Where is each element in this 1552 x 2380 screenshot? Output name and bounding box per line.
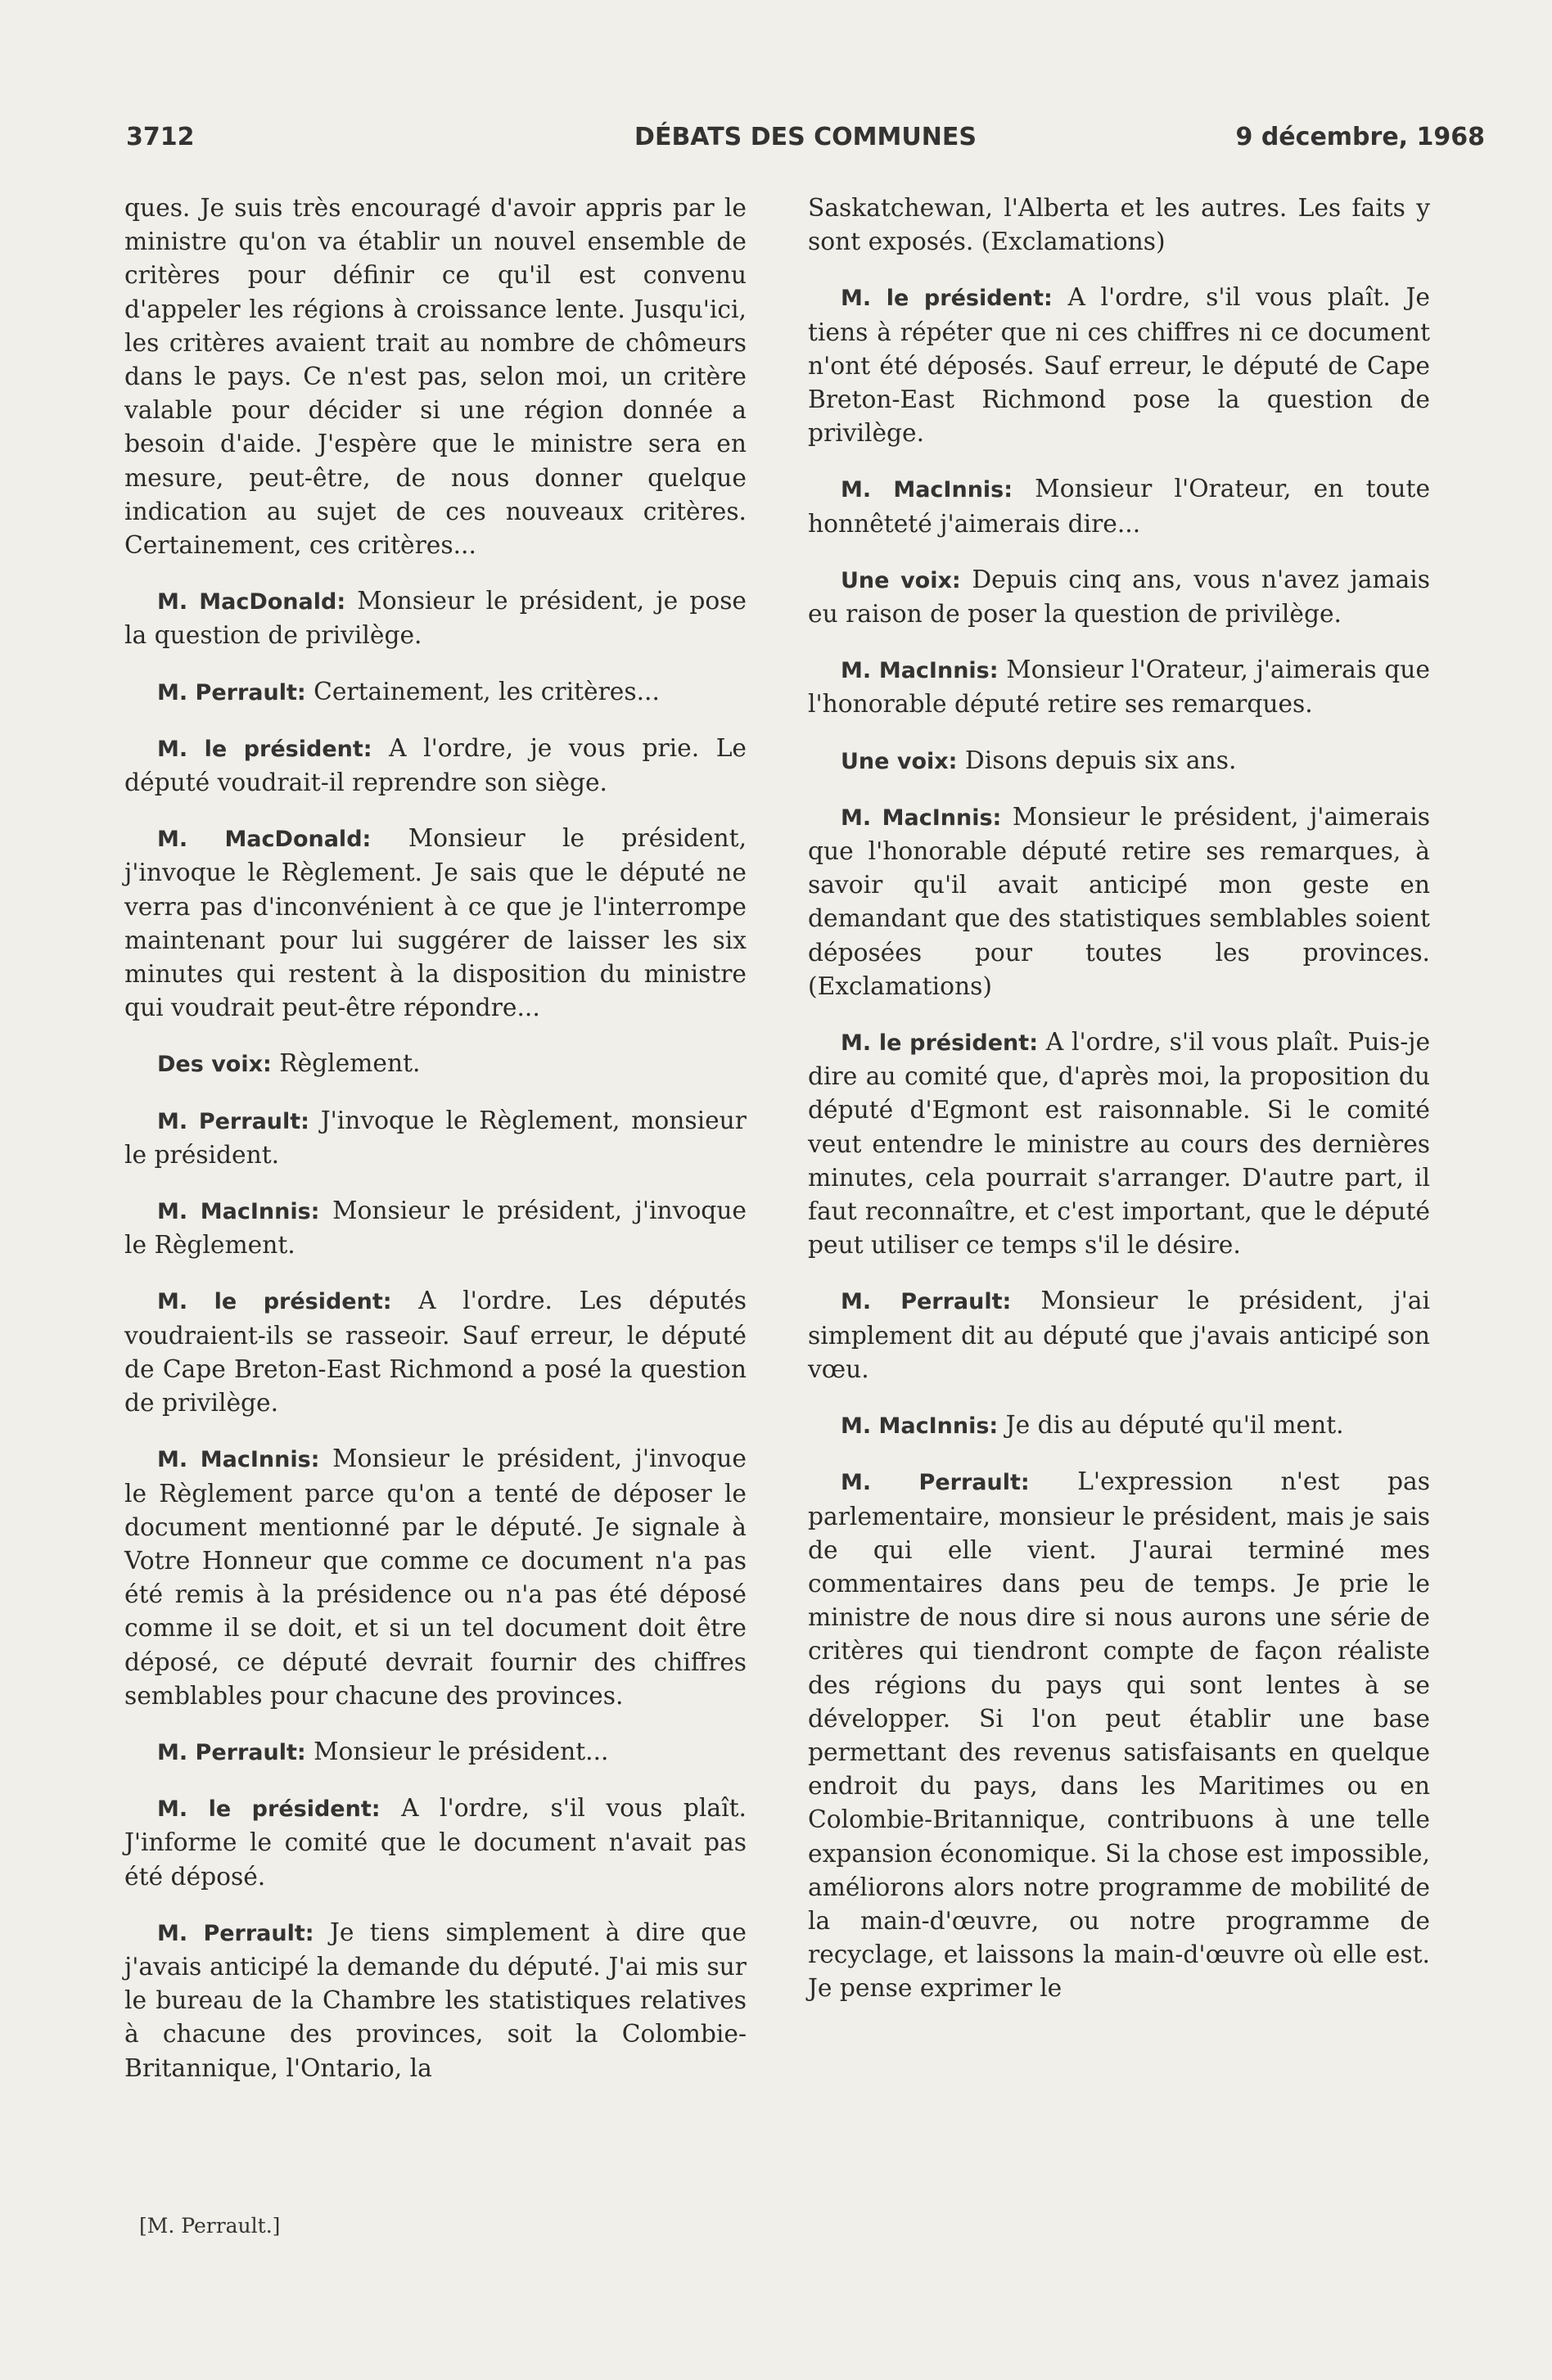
footer-speaker-note: [M. Perrault.] — [139, 2214, 281, 2238]
speech-text: A l'ordre, s'il vous plaît. Puis-je dire au comité que, d'après moi, la proposition du député d'Egmont est raisonnable. Si le comité veut entendre le ministre au cours des dernières minutes, cela pourrait s'arranger. D'autre part, il faut reconnaître, et c'est important, que le député peut utiliser ce temps s'il le désire. — [808, 1028, 1431, 1260]
debate-paragraph — [808, 800, 1430, 1003]
speaker-name: M. MacDonald: — [157, 589, 346, 615]
page-number: 3712 — [126, 123, 195, 151]
speech-text: Monsieur le président, j'invoque le Règlement. Je sais que le député ne verra pas d'inconvénient à ce que je l'interrompe maintenant pour lui suggérer de laisser les six minutes qui restent à la disposition du ministre qui voudrait peut-être répondre... — [124, 824, 747, 1023]
speaker-name: M. MacInnis: — [841, 1413, 999, 1440]
debate-paragraph — [124, 1047, 747, 1081]
speech-text: L'expression n'est pas parlementaire, monsieur le président, mais je sais de qui elle vient. J'aurai terminé mes commentaires dans peu de temps. Je prie le ministre de nous dire si nous aurons une série de critères qui tiendront compte de façon réaliste des régions du pays qui sont lentes à se développer. Si l'on peut établir une base permettant des revenus satisfaisants en quelque endroit du pays, dans les Maritimes ou en Colombie-Britannique, contribuons à une telle expansion économique. Si la chose est impossible, améliorons alors notre programme de mobilité de la main-d'œuvre, ou notre programme de recyclage, et laissons la main-d'œuvre où elle est. Je pense exprimer le — [808, 1467, 1430, 2004]
speech-text: Je tiens simplement à dire que j'avais anticipé la demande du député. J'ai mis sur le bureau de la Chambre les statistiques relatives à chacune des provinces, soit la Colombie-Britannique, l'Ontario, la — [124, 1918, 747, 2083]
speech-text: Monsieur le président... — [314, 1737, 609, 1766]
speech-text: Je dis au député qu'il ment. — [1005, 1411, 1344, 1440]
speech-text: Monsieur l'Orateur, j'aimerais que l'honorable député retire ses remarques. — [808, 656, 1431, 719]
speaker-name: M. Perrault: — [157, 1108, 309, 1134]
debate-paragraph — [808, 1025, 1430, 1262]
speaker-name: Une voix: — [841, 748, 958, 774]
speaker-name: M. le président: — [841, 1030, 1038, 1057]
debate-paragraph — [808, 472, 1430, 540]
speaker-name: Une voix: — [841, 567, 961, 593]
debate-paragraph — [124, 732, 747, 800]
speech-text: Monsieur le président, je pose la question de privilège. — [124, 587, 747, 651]
debate-paragraph — [124, 1792, 747, 1894]
debate-paragraph — [808, 1465, 1430, 2005]
speech-text: A l'ordre, s'il vous plaît. Je tiens à répéter que ni ces chiffres ni ce document n'ont été déposés. Sauf erreur, le député de Cape Breton-East Richmond pose la question de privilège. — [808, 283, 1430, 449]
speech-text: Saskatchewan, l'Alberta et les autres. Les faits y sont exposés. (Exclamations) — [808, 194, 1430, 257]
speaker-name: M. Perrault: — [841, 1289, 1012, 1315]
speaker-name: M. le président: — [157, 736, 372, 762]
speaker-name: M. Perrault: — [841, 1470, 1030, 1496]
speaker-name: M. MacInnis: — [841, 805, 1002, 831]
speech-text: Disons depuis six ans. — [964, 746, 1237, 775]
debate-paragraph — [124, 1735, 747, 1769]
page-header — [126, 123, 1485, 164]
page-date: 9 décembre, 1968 — [1235, 123, 1485, 151]
debate-paragraph — [124, 584, 747, 652]
speaker-name: M. Perrault: — [157, 1739, 306, 1765]
speech-text: Monsieur le président, j'ai simplement dit au député que j'avais anticipé son vœu. — [808, 1287, 1430, 1384]
debate-paragraph — [808, 281, 1430, 450]
speaker-name: M. MacDonald: — [157, 827, 372, 853]
speaker-name: M. le président: — [157, 1289, 392, 1315]
speech-text: Monsieur le président, j'invoque le Règlement. — [124, 1197, 747, 1260]
debate-paragraph — [808, 1284, 1430, 1386]
speech-text: A l'ordre, s'il vous plaît. J'informe le comité que le document n'avait pas été déposé. — [124, 1794, 747, 1891]
speaker-name: Des voix: — [157, 1052, 272, 1078]
speaker-name: M. MacInnis: — [841, 658, 999, 684]
debate-paragraph — [124, 1442, 747, 1713]
speaker-name: M. Perrault: — [157, 1920, 314, 1946]
speech-text: Certainement, les critères... — [314, 677, 660, 706]
speaker-name: M. le président: — [157, 1796, 381, 1823]
debate-paragraph — [124, 192, 747, 562]
right-column — [808, 192, 1430, 2028]
speaker-name: M. MacInnis: — [157, 1199, 320, 1225]
debate-paragraph — [124, 822, 747, 1025]
speech-text: ques. Je suis très encouragé d'avoir appris par le ministre qu'on va établir un nouvel ensemble de critères pour définir ce qu'il est convenu d'appeler les régions à croissance lente. Jusqu'ici, les critères avaient trait au nombre de chômeurs dans le pays. Ce n'est pas, selon moi, un critère valable pour décider si une région donnée a besoin d'aide. J'espère que le ministre sera en mesure, peut-être, de nous donner quelque indication au sujet de ces nouveaux critères. Certainement, ces critères... — [124, 194, 747, 561]
speech-text: Depuis cinq ans, vous n'avez jamais eu raison de poser la question de privilège. — [808, 565, 1430, 629]
speech-text: Règlement. — [279, 1049, 421, 1079]
debate-paragraph — [808, 1409, 1430, 1443]
left-column — [124, 192, 747, 2107]
speaker-name: M. Perrault: — [157, 679, 306, 705]
speech-text: A l'ordre, je vous prie. Le député voudrait-il reprendre son siège. — [124, 733, 747, 798]
publication-title: DÉBATS DES COMMUNES — [634, 123, 977, 151]
speaker-name: M. MacInnis: — [841, 477, 1013, 503]
debate-paragraph — [124, 1916, 747, 2085]
debate-paragraph — [124, 1194, 747, 1262]
speech-text: J'invoque le Règlement, monsieur le président. — [124, 1106, 747, 1170]
debate-paragraph — [124, 675, 747, 710]
debate-paragraph — [124, 1104, 747, 1172]
debate-paragraph — [808, 653, 1430, 721]
debate-paragraph — [124, 1284, 747, 1420]
debate-paragraph — [808, 192, 1430, 259]
speech-text: Monsieur l'Orateur, en toute honnêteté j'aimerais dire... — [808, 475, 1431, 539]
speech-text: A l'ordre. Les députés voudraient-ils se rasseoir. Sauf erreur, le député de Cape Breton-East Richmond a posé la question de privilège. — [124, 1287, 747, 1418]
speaker-name: M. le président: — [841, 286, 1053, 312]
speaker-name: M. MacInnis: — [157, 1447, 320, 1473]
speech-text: Monsieur le président, j'invoque le Règlement parce qu'on a tenté de déposer le document mentionné par le député. Je signale à Votre Honneur que comme ce document n'a pas été remis à la présidence ou n'a pas été déposé comme il se doit, et si un tel document doit être déposé, ce député devrait fournir des chiffres semblables pour chacune des provinces. — [124, 1445, 747, 1711]
debate-paragraph — [808, 563, 1430, 631]
speech-text: Monsieur le président, j'aimerais que l'honorable député retire ses remarques, à savoir qu'il avait anticipé mon geste en demandant que des statistiques semblables soient déposées pour toutes les provinces. (Exclamations) — [808, 802, 1430, 1001]
debate-paragraph — [808, 744, 1430, 778]
